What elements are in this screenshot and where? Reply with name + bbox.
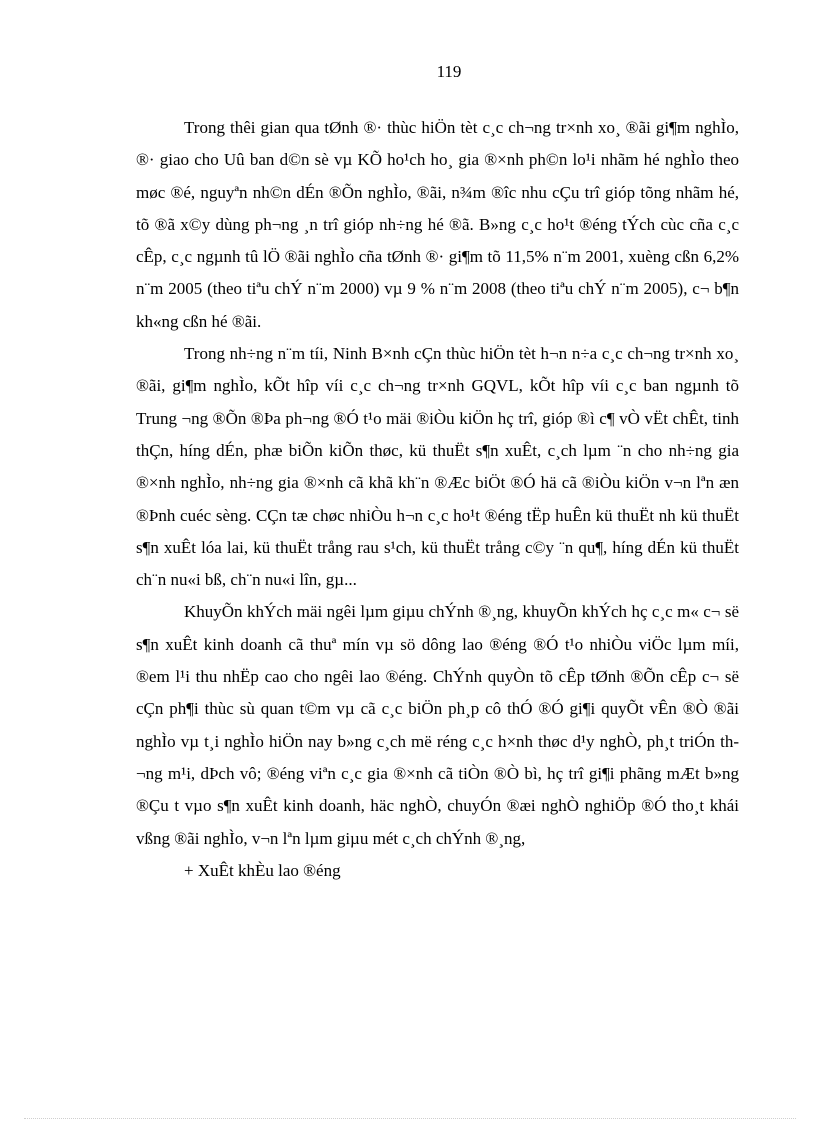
body-text xyxy=(136,112,739,887)
page-number: 119 xyxy=(436,62,462,81)
paragraph-poverty-results: Trong thêi gian qua tØnh ®· thùc hiÖn tèt c¸c ch¬ng tr×nh xo¸ ®ãi gi¶m nghÌo, ®· giao cho Uû ban d©n sè vµ KÕ ho¹ch ho¸ gia ®×nh ph©n lo¹i nhãm hé nghÌo theo møc ®é, nguyªn nh©n dÉn ®Õn nghÌo, ®ãi, n¾m ®îc nhu cÇu trî gióp tõng nhãm hé, tõ ®ã x©y dùng ph¬ng ¸n trî gióp nh÷ng hé ®ã. B»ng c¸c ho¹t ®éng tÝch cùc cña c¸c cÊp, c¸c ngµnh tû lÖ ®ãi nghÌo cña tØnh ®· gi¶m tõ 11,5% n¨m 2001, xuèng cßn 6,2% n¨m 2005 (theo tiªu chÝ n¨m 2000) vµ 9 % n¨m 2008 (theo tiªu chÝ n¨m 2005), c¬ b¶n kh«ng cßn hé ®ãi. xyxy=(136,118,739,331)
paragraph-encourage-wealth: KhuyÕn khÝch mäi ngêi lµm giµu chÝnh ®¸ng, khuyÕn khÝch hç c¸c m« c¬ së s¶n xuÊt kinh doanh cã thuª mín vµ sö dông lao ®éng ®Ó t¹o nhiÒu viÖc lµm míi, ®em l¹i thu nhËp cao cho ngêi lao ®éng. ChÝnh quyÒn tõ cÊp tØnh ®Õn cÊp c¬ së cÇn ph¶i thùc sù quan t©m vµ cã c¸c biÖn ph¸p cô thÓ ®Ó gi¶i quyÕt vÊn ®Ò ®ãi nghÌo vµ t¸i nghÌo hiÖn nay b»ng c¸ch më réng c¸c h×nh thøc d¹y nghÒ, ph¸t triÓn th¬ng m¹i, dÞch vô; ®éng viªn c¸c gia ®×nh cã tiÒn ®Ò bì, hç trî gi¶i phãng mÆt b»ng ®Çu t vµo s¶n xuÊt kinh doanh, häc nghÒ, chuyÓn ®æi nghÒ nghiÖp ®Ó tho¸t khái vßng ®ãi nghÌo, v¬n lªn lµm giµu mét c¸ch chÝnh ®¸ng, xyxy=(136,602,739,848)
paragraph-future-plans: Trong nh÷ng n¨m tíi, Ninh B×nh cÇn thùc hiÖn tèt h¬n n÷a c¸c ch¬ng tr×nh xo¸ ®ãi, gi¶m nghÌo, kÕt hîp víi c¸c ch¬ng tr×nh GQVL, kÕt hîp víi c¸c ban ngµnh tõ Trung ¬ng ®Õn ®Þa ph¬ng ®Ó t¹o mäi ®iÒu kiÖn hç trî, gióp ®ì c¶ vÒ vËt chÊt, tinh thÇn, híng dÉn, phæ biÕn kiÕn thøc, kü thuËt s¶n xuÊt, c¸ch lµm ¨n cho nh÷ng gia ®×nh nghÌo, nh÷ng gia ®×nh cã khã kh¨n ®Æc biÖt ®Ó hä cã ®iÒu kiÖn v¬n lªn æn ®Þnh cuéc sèng. CÇn tæ chøc nhiÒu h¬n c¸c ho¹t ®éng tËp huÊn kü thuËt nh kü thuËt s¶n xuÊt lóa lai, kü thuËt trång rau s¹ch, kü thuËt trång c©y ¨n qu¶, híng dÉn kü thuËt ch¨n nu«i bß, ch¨n nu«i lîn, gµ... xyxy=(136,344,739,590)
footer-divider xyxy=(24,1118,796,1119)
list-item-labor-export: + XuÊt khÈu lao ®éng xyxy=(184,860,341,880)
